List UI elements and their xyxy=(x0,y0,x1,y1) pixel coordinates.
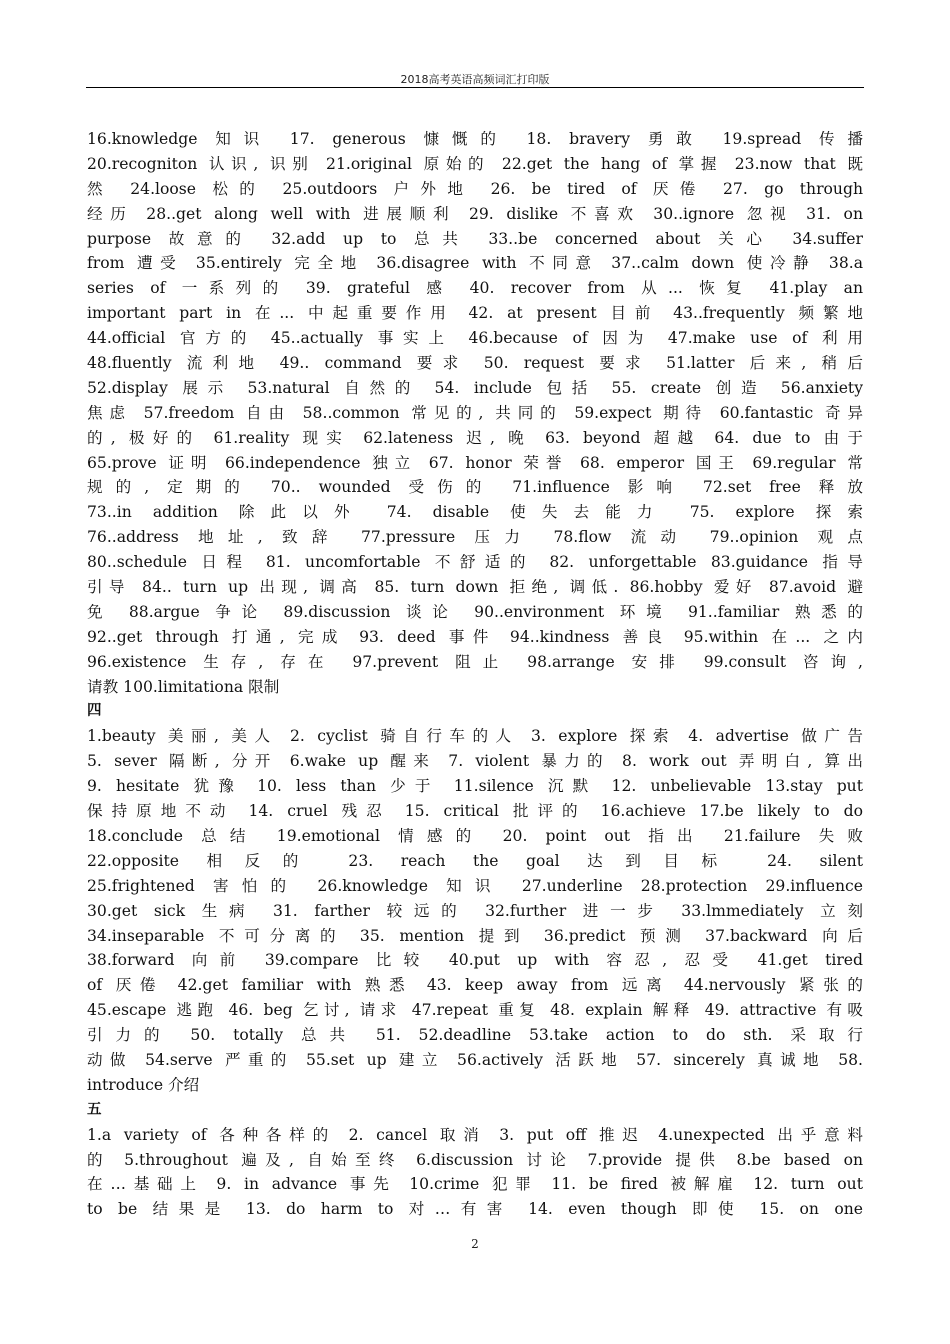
text-line: to be 结果是 13. do harm to 对…有害 14. even though 即使 15. on one xyxy=(87,1200,863,1219)
text-line: 5. sever 隔断, 分开 6.wake up 醒来 7. violent 暴力的 8. work out 弄明白, 算出 xyxy=(87,752,863,771)
text-line: series of 一系列的 39. grateful 感 40. recover from 从... 恢复 41.play an xyxy=(87,279,863,298)
text-line: 焦虑 57.freedom 自由 58..common 常见的, 共同的 59.expect 期待 60.fantastic 奇异 xyxy=(87,403,863,422)
section-heading-4: 四 xyxy=(87,703,102,720)
page-number: 2 xyxy=(471,1237,479,1251)
text-line: 96.existence 生存, 存在 97.prevent 阻止 98.arrange 安排 99.consult 咨询, xyxy=(87,652,863,671)
running-header-title: 2018高考英语高频词汇打印版 xyxy=(400,73,550,86)
text-line: 保持原地不动 14. cruel 残忍 15. critical 批评的 16.achieve 17.be likely to do xyxy=(87,802,863,821)
vocabulary-list xyxy=(87,127,863,1222)
text-line: 引导 84.. turn up 出现, 调高 85. turn down 拒绝, 调低. 86.hobby 爱好 87.avoid 避 xyxy=(87,578,863,597)
text-line: of 厌倦 42.get familiar with 熟悉 43. keep away from 远离 44.nervously 紧张的 xyxy=(87,976,863,995)
text-line: 动做 54.serve 严重的 55.set up 建立 56.actively 活跃地 57. sincerely 真诚地 58. xyxy=(87,1050,863,1069)
text-line: 30.get sick 生病 31. farther 较远的 32.further 进一步 33.lmmediately 立刻 xyxy=(87,901,863,920)
text-line: 的, 极好的 61.reality 现实 62.lateness 迟, 晚 63. beyond 超越 64. due to 由于 xyxy=(87,428,863,447)
text-line: 经历 28..get along well with 进展顺利 29. dislike 不喜欢 30..ignore 忽视 31. on xyxy=(87,204,863,223)
header-rule xyxy=(86,87,864,88)
text-line: 规的, 定期的 70.. wounded 受伤的 71.influence 影响 72.set free 释放 xyxy=(87,478,863,497)
text-line: 18.conclude 总结 19.emotional 情感的 20. point out 指出 21.failure 失败 xyxy=(87,826,863,845)
text-line: 80..schedule 日程 81. uncomfortable 不舒适的 82. unforgettable 83.guidance 指导 xyxy=(87,553,863,572)
text-line: 16.knowledge 知识 17. generous 慷慨的 18. bravery 勇敢 19.spread 传播 xyxy=(87,130,863,148)
text-line: 38.forward 向前 39.compare 比较 40.put up with 容忍, 忍受 41.get tired xyxy=(87,951,863,970)
text-line: 73..in addition 除此以外 74. disable 使失去能力 75. explore 探索 xyxy=(87,503,863,522)
text-line: 在…基础上 9. in advance 事先 10.crime 犯罪 11. be fired 被解雇 12. turn out xyxy=(87,1175,863,1194)
text-line: 22.opposite 相反的 23. reach the goal 达到目标 24. silent xyxy=(87,851,863,870)
section-heading-5: 五 xyxy=(87,1101,102,1118)
text-line: 的 5.throughout 遍及, 自始至终 6.discussion 讨论 7.provide 提供 8.be based on xyxy=(87,1150,863,1169)
text-line: 45.escape 逃跑 46. beg 乞讨, 请求 47.repeat 重复 48. explain 解释 49. attractive 有吸 xyxy=(87,1001,863,1020)
text-line: purpose 故意的 32.add up to 总共 33..be concerned about 关心 34.suffer xyxy=(87,229,863,248)
text-line: 44.official 官方的 45..actually 事实上 46.because of 因为 47.make use of 利用 xyxy=(87,329,863,348)
text-line: 52.display 展示 53.natural 自然的 54. include 包括 55. create 创造 56.anxiety xyxy=(87,378,863,397)
text-line: introduce 介绍 xyxy=(87,1075,200,1094)
text-line: 1.a variety of 各种各样的 2. cancel 取消 3. put off 推迟 4.unexpected 出乎意料 xyxy=(87,1125,863,1144)
text-line: 48.fluently 流利地 49.. command 要求 50. request 要求 51.latter 后来, 稍后 xyxy=(87,354,863,373)
text-line: 34.inseparable 不可分离的 35. mention 提到 36.predict 预测 37.backward 向后 xyxy=(87,926,863,945)
text-line: 20.recogniton 认识, 识别 21.original 原始的 22.get the hang of 掌握 23.now that 既 xyxy=(87,154,863,173)
text-line: important part in 在... 中起重要作用 42. at present 目前 43..frequently 频繁地 xyxy=(87,304,863,323)
text-line: 9. hesitate 犹豫 10. less than 少于 11.silence 沉默 12. unbelievable 13.stay put xyxy=(87,777,863,796)
text-line: 25.frightened 害怕的 26.knowledge 知识 27.underline 28.protection 29.influence xyxy=(87,876,863,895)
text-line: 1.beauty 美丽, 美人 2. cyclist 骑自行车的人 3. explore 探索 4. advertise 做广告 xyxy=(87,727,863,746)
text-line: 然 24.loose 松的 25.outdoors 户外地 26. be tired of 厌倦 27. go through xyxy=(87,179,863,198)
text-line: 请教 100.limitationa 限制 xyxy=(87,677,280,696)
text-line: 免 88.argue 争论 89.discussion 谈论 90..environment 环境 91..familiar 熟悉的 xyxy=(87,602,863,621)
text-line: 76..address 地址, 致辞 77.pressure 压力 78.flow 流动 79..opinion 观点 xyxy=(87,528,863,547)
text-line: 92..get through 打通, 完成 93. deed 事件 94..kindness 善良 95.within 在... 之内 xyxy=(87,627,863,646)
text-line: 引力的 50. totally 总共 51. 52.deadline 53.take action to do sth. 采取行 xyxy=(87,1026,863,1045)
text-line: 65.prove 证明 66.independence 独立 67. honor 荣誉 68. emperor 国王 69.regular 常 xyxy=(87,453,863,472)
text-line: from 遭受 35.entirely 完全地 36.disagree with 不同意 37..calm down 使冷静 38.a xyxy=(87,254,863,273)
